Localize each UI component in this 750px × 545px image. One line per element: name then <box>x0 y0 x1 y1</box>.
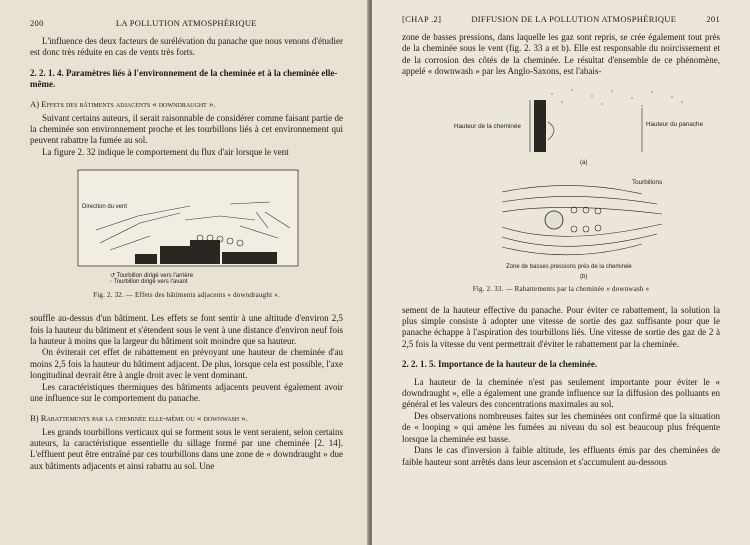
subheading-a: A) Effets des bâtiments adjacents « downdraught ». <box>30 98 216 109</box>
stack-height-label: Hauteur de la cheminée <box>454 122 521 130</box>
forward-vortex-icon: ◦ <box>110 279 113 286</box>
paragraph-b1: Les grands tourbillons verticaux qui se forment sous le vent seraient, selon certains auteurs, la caractéristique essentielle du sillage formé par une cheminée [2. 14]. L'effluent peut être entraîné par ces tourbillons dans une zone de « downdraught » due aux bâtiments adjacents et ainsi rabattu au sol. Une <box>30 426 343 471</box>
paragraph-h2: Des observations nombreuses faites sur les cheminées ont confirmé que la situation de « looping » qui amène les fumées au niveau du sol est beaucoup plus fréquente lorsque la cheminée est basse. <box>402 410 720 444</box>
figure-2-32-legend <box>110 272 343 285</box>
legend-backward-label: Tourbillon dirigé vers l'arrière <box>116 273 194 280</box>
legend-forward-label: Tourbillon dirigé vers l'avant <box>113 279 188 286</box>
backward-vortex-icon: ↺ <box>110 273 116 280</box>
paragraph-a5: Les caractéristiques thermiques des bâtiments adjacents peuvent également avoir une influence sur le comportement du panache. <box>30 381 343 404</box>
right-page-number: 201 <box>706 14 720 24</box>
figure-label-a: (a) <box>580 159 588 166</box>
section-heading-2-2-1-4: 2. 2. 1. 4. Paramètres liés à l'environnement de la cheminée et à la cheminée elle-même. <box>30 67 338 90</box>
section-heading-2-2-1-5: 2. 2. 1. 5. Importance de la hauteur de la cheminée. <box>402 359 598 370</box>
chapter-reference: [CHAP .2] <box>402 14 442 24</box>
figure-label-b: (b) <box>580 273 588 280</box>
figure-2-32 <box>30 168 343 299</box>
left-page <box>0 0 369 545</box>
paragraph-h1: La hauteur de la cheminée n'est pas seulement importante pour éviter le « downdraught », elle a également une grande influence sur la diffusion des polluants en général et les valeurs des concentrations maximales au sol. <box>402 376 720 410</box>
legend-item-backward <box>110 272 343 279</box>
figure-2-33-illustration <box>402 82 720 282</box>
paragraph-mid: sement de la hauteur effective du panache. Pour éviter ce rabattement, la solution la plus simple consiste à adopter une vitesse de sortie des gaz suffisante pour que le panache échappe à l'aspiration des tourbillons liés. Une vitesse de sortie des gaz de 2 à 2,5 fois la vitesse du vent permettrait d'éviter le rabattement par la cheminée. <box>402 304 720 349</box>
legend-item-forward <box>110 279 343 285</box>
paragraph-a2: La figure 2. 32 indique le comportement du flux d'air lorsque le vent <box>42 146 289 157</box>
wind-direction-label: Direction du vent <box>82 204 128 211</box>
left-running-title: LA POLLUTION ATMOSPHÉRIQUE <box>115 18 257 28</box>
paragraph-a4: On éviterait cet effet de rabattement en prévoyant une hauteur de cheminée d'au moins 2,5 fois la hauteur du bâtiment adjacent. De plus, lorsque cela est possible, l'axe longitudinal devrait être à angle droit avec le vent dominant. <box>30 347 343 381</box>
left-page-header <box>30 18 343 28</box>
figure-2-33-caption: Fig. 2. 33. — Rabattements par la cheminée « downwash » <box>472 284 650 293</box>
paragraph-a3: souffle au-dessus d'un bâtiment. Les effets se font sentir à une altitude d'environ 2,5 fois la hauteur du bâtiment et s'étendent sous le vent à une distance d'environ neuf fois la hauteur à moins que la largeur du bâtiment soit moindre que sa hauteur. <box>30 313 343 347</box>
right-page <box>372 0 750 545</box>
vortices-label: Tourbillons <box>632 178 663 186</box>
paragraph-top: zone de basses pressions, dans laquelle les gaz sont repris, se crée également tout près de la cheminée sous le vent (fig. 2. 33 a et b). Elle est responsable du noircissement et de la corrosion des côtés de la cheminée. Le résultat d'ensemble de ce phénomène, appelé « downwash » par les Anglo-Saxons, est l'abais- <box>402 32 720 77</box>
figure-2-32-caption: Fig. 2. 32. — Effets des bâtiments adjacents « downdraught ». <box>93 291 280 300</box>
intro-paragraph: L'influence des deux facteurs de surélévation du panache que nous venons d'étudier est donc très réduite en cas de vents très forts. <box>30 36 343 58</box>
paragraph-a1: Suivant certains auteurs, il serait raisonnable de considérer comme faisant partie de la cheminée son environnement proche et les tourbillons liés à cet environnement qui peuvent rabattre la fumée au sol. <box>30 112 343 146</box>
plume-height-label: Hauteur du panache <box>646 120 704 128</box>
figure-2-32-illustration <box>40 168 340 268</box>
left-page-number: 200 <box>30 18 44 28</box>
right-page-header <box>402 14 720 24</box>
subheading-b: B) Rabattements par la cheminée elle-même ou « downwash ». <box>30 412 248 423</box>
figure-2-33 <box>402 82 720 293</box>
low-pressure-label: Zone de basses pressions près de la cheminée <box>506 263 632 270</box>
right-running-title: DIFFUSION DE LA POLLUTION ATMOSPHÉRIQUE <box>471 14 677 24</box>
paragraph-h3: Dans le cas d'inversion à faible altitude, les effluents émis par des cheminées de faible hauteur sont arrêtés dans leur ascension et s'accumulent au-dessous <box>402 445 720 467</box>
